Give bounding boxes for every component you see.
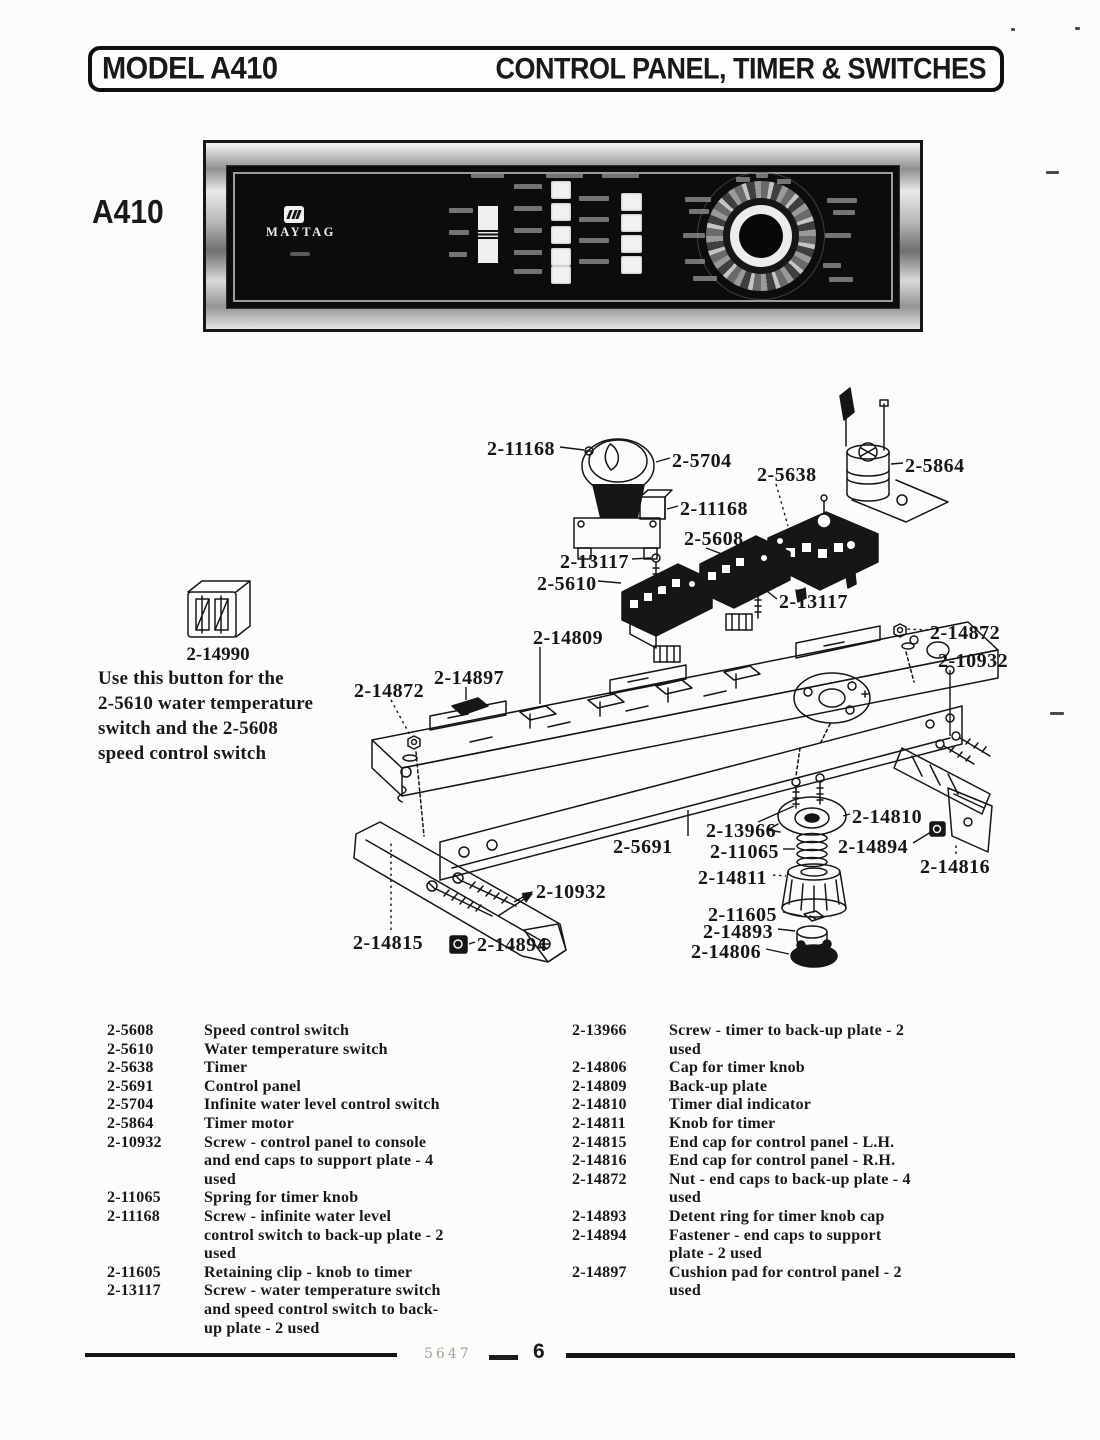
part-number: 2-5691 <box>107 1077 154 1095</box>
part-number: 2-14872 <box>572 1170 627 1188</box>
part-switch-2-5610 <box>622 564 712 662</box>
part-description: Speed control switch <box>204 1022 350 1039</box>
part-callout: 2-5864 <box>905 455 965 477</box>
part-callout: 2-14872 <box>354 680 425 702</box>
footer-rule-left <box>85 1353 397 1357</box>
part-description: Cap for timer knob <box>669 1059 805 1077</box>
part-knob-2-14811 <box>782 864 846 917</box>
part-number: 2-11168 <box>107 1207 160 1225</box>
section-title: CONTROL PANEL, TIMER & SWITCHES <box>495 52 986 85</box>
parts-list-row <box>107 1208 557 1264</box>
part-callout: 2-14893 <box>703 921 774 943</box>
part-number: 2-10932 <box>107 1133 162 1151</box>
part-number: 2-5704 <box>107 1096 154 1114</box>
part-number: 2-14806 <box>572 1059 627 1077</box>
part-callout: 2-13117 <box>560 551 630 573</box>
parts-list-row <box>572 1078 1042 1097</box>
part-description: Spring for timer knob <box>204 1189 359 1207</box>
part-cushion-pad-2-14897 <box>452 698 488 715</box>
parts-list-left-column <box>107 1022 557 1338</box>
part-water-level-switch-2-5704 <box>574 439 672 559</box>
part-callout: 2-11065 <box>710 841 780 863</box>
part-description: Nut - end caps to back-up plate - 4 used <box>669 1170 911 1207</box>
part-description: Screw - control panel to console and end caps to support plate - 4 used <box>204 1133 434 1188</box>
part-callout: 2-10932 <box>938 650 1009 672</box>
part-number: 2-14894 <box>572 1226 627 1244</box>
part-control-panel-2-5691 <box>440 706 962 880</box>
part-timer-motor-2-5864 <box>840 388 948 522</box>
note-line: 2-5610 water temperature <box>98 693 314 714</box>
note-part-number: 2-14990 <box>186 644 250 665</box>
note-line: Use this button for the <box>98 668 284 689</box>
part-description: Knob for timer <box>669 1114 776 1132</box>
part-number: 2-13966 <box>572 1022 627 1039</box>
parts-list-row <box>572 1264 1042 1301</box>
part-callout: 2-11605 <box>708 904 778 926</box>
page-number: 6 <box>533 1340 545 1363</box>
parts-list-row <box>572 1096 1042 1115</box>
parts-list-row <box>107 1264 557 1283</box>
part-spring-2-11065 <box>797 834 827 867</box>
footer-dash <box>489 1355 518 1360</box>
part-callout: 2-11168 <box>487 438 555 460</box>
part-description: End cap for control panel - R.H. <box>669 1152 896 1170</box>
note-text <box>98 666 313 766</box>
part-number: 2-11605 <box>107 1263 161 1281</box>
part-description: Detent ring for timer knob cap <box>669 1207 885 1225</box>
part-number: 2-5864 <box>107 1114 154 1132</box>
part-knob-stack <box>768 724 846 967</box>
parts-list-row <box>107 1059 557 1078</box>
print-code: 5647 <box>424 1346 472 1362</box>
part-fastener-2-14894-right <box>930 822 945 836</box>
part-callout: 2-14897 <box>434 667 505 689</box>
part-callout: 2-13117 <box>779 591 849 613</box>
parts-list-row <box>572 1208 1042 1227</box>
part-description: Cushion pad for control panel - 2 used <box>669 1263 902 1300</box>
part-number: 2-5610 <box>107 1040 154 1058</box>
part-description: Control panel <box>204 1077 301 1095</box>
part-callout: 2-10932 <box>536 881 607 903</box>
part-description: Infinite water level control switch <box>204 1096 440 1114</box>
part-timer-2-5638 <box>768 495 878 602</box>
parts-list-row <box>572 1227 1042 1264</box>
model-number: MODEL A410 <box>102 51 278 86</box>
part-pushbutton-2-14990 <box>188 581 250 637</box>
part-description: Timer dial indicator <box>669 1096 812 1114</box>
parts-list-row <box>572 1115 1042 1134</box>
part-description: Fastener - end caps to support plate - 2 used <box>669 1226 882 1263</box>
part-callout: 2-14894 <box>838 836 909 858</box>
part-callout: 2-5610 <box>537 573 597 595</box>
part-description: Retaining clip - knob to timer <box>204 1263 413 1281</box>
parts-list-row <box>572 1152 1042 1171</box>
note-line: speed control switch <box>98 743 267 764</box>
part-description: Timer motor <box>204 1114 295 1132</box>
part-callout: 2-5638 <box>757 464 817 486</box>
part-description: Water temperature switch <box>204 1040 388 1058</box>
part-callout: 2-14872 <box>930 622 1001 644</box>
part-number: 2-14810 <box>572 1096 627 1114</box>
parts-list-row <box>107 1115 557 1134</box>
note-line: switch and the 2-5608 <box>98 718 278 739</box>
part-number: 2-5638 <box>107 1059 154 1077</box>
part-callout: 2-14810 <box>852 806 923 828</box>
parts-list-row <box>107 1134 557 1190</box>
part-callout: 2-14811 <box>698 867 768 889</box>
part-number: 2-14809 <box>572 1077 627 1095</box>
part-number: 2-14815 <box>572 1133 627 1151</box>
part-description: Screw - water temperature switch and speed control switch to back- up plate - 2 used <box>204 1282 441 1337</box>
parts-list-row <box>107 1022 557 1041</box>
photo-model-label: A410 <box>92 193 164 231</box>
part-number: 2-14897 <box>572 1263 627 1281</box>
part-callout: 2-14809 <box>533 627 604 649</box>
brand-name: MAYTAG <box>266 225 336 239</box>
parts-list-row <box>107 1189 557 1208</box>
part-number: 2-14816 <box>572 1152 627 1170</box>
part-number: 2-11065 <box>107 1189 161 1207</box>
part-description: Screw - infinite water level control switch to back-up plate - 2 used <box>204 1207 444 1263</box>
part-description: Back-up plate <box>669 1077 768 1095</box>
parts-list-row <box>107 1041 557 1060</box>
part-description: End cap for control panel - L.H. <box>669 1133 895 1151</box>
parts-list-row <box>572 1134 1042 1153</box>
part-number: 2-5608 <box>107 1022 154 1039</box>
part-callout: 2-14815 <box>353 932 424 954</box>
part-number: 2-14893 <box>572 1207 627 1225</box>
part-callout: 2-14894 <box>477 934 548 956</box>
parts-list-right-column <box>572 1022 1042 1301</box>
part-callout: 2-5608 <box>684 528 744 550</box>
part-callout: 2-13966 <box>706 820 777 842</box>
parts-list-row <box>572 1022 1042 1059</box>
part-callout: 2-5704 <box>672 450 732 472</box>
part-callout: 2-11168 <box>680 498 748 520</box>
parts-list-row <box>572 1059 1042 1078</box>
parts-list-row <box>107 1078 557 1097</box>
part-fastener-2-14894-bottom <box>450 936 467 953</box>
part-number: 2-14811 <box>572 1114 626 1132</box>
footer-rule-right <box>566 1353 1015 1358</box>
part-callout: 2-14806 <box>691 941 762 963</box>
part-callout: 2-5691 <box>613 836 673 858</box>
part-cap-2-14806 <box>791 940 837 967</box>
part-description: Screw - timer to back-up plate - 2 used <box>669 1022 905 1058</box>
parts-list-row <box>572 1171 1042 1208</box>
parts-list-row <box>107 1096 557 1115</box>
part-number: 2-13117 <box>107 1282 161 1300</box>
part-description: Timer <box>204 1059 248 1077</box>
part-nut-2-14872-left <box>398 736 424 836</box>
parts-list-row <box>107 1282 557 1338</box>
part-callout: 2-14816 <box>920 856 991 878</box>
